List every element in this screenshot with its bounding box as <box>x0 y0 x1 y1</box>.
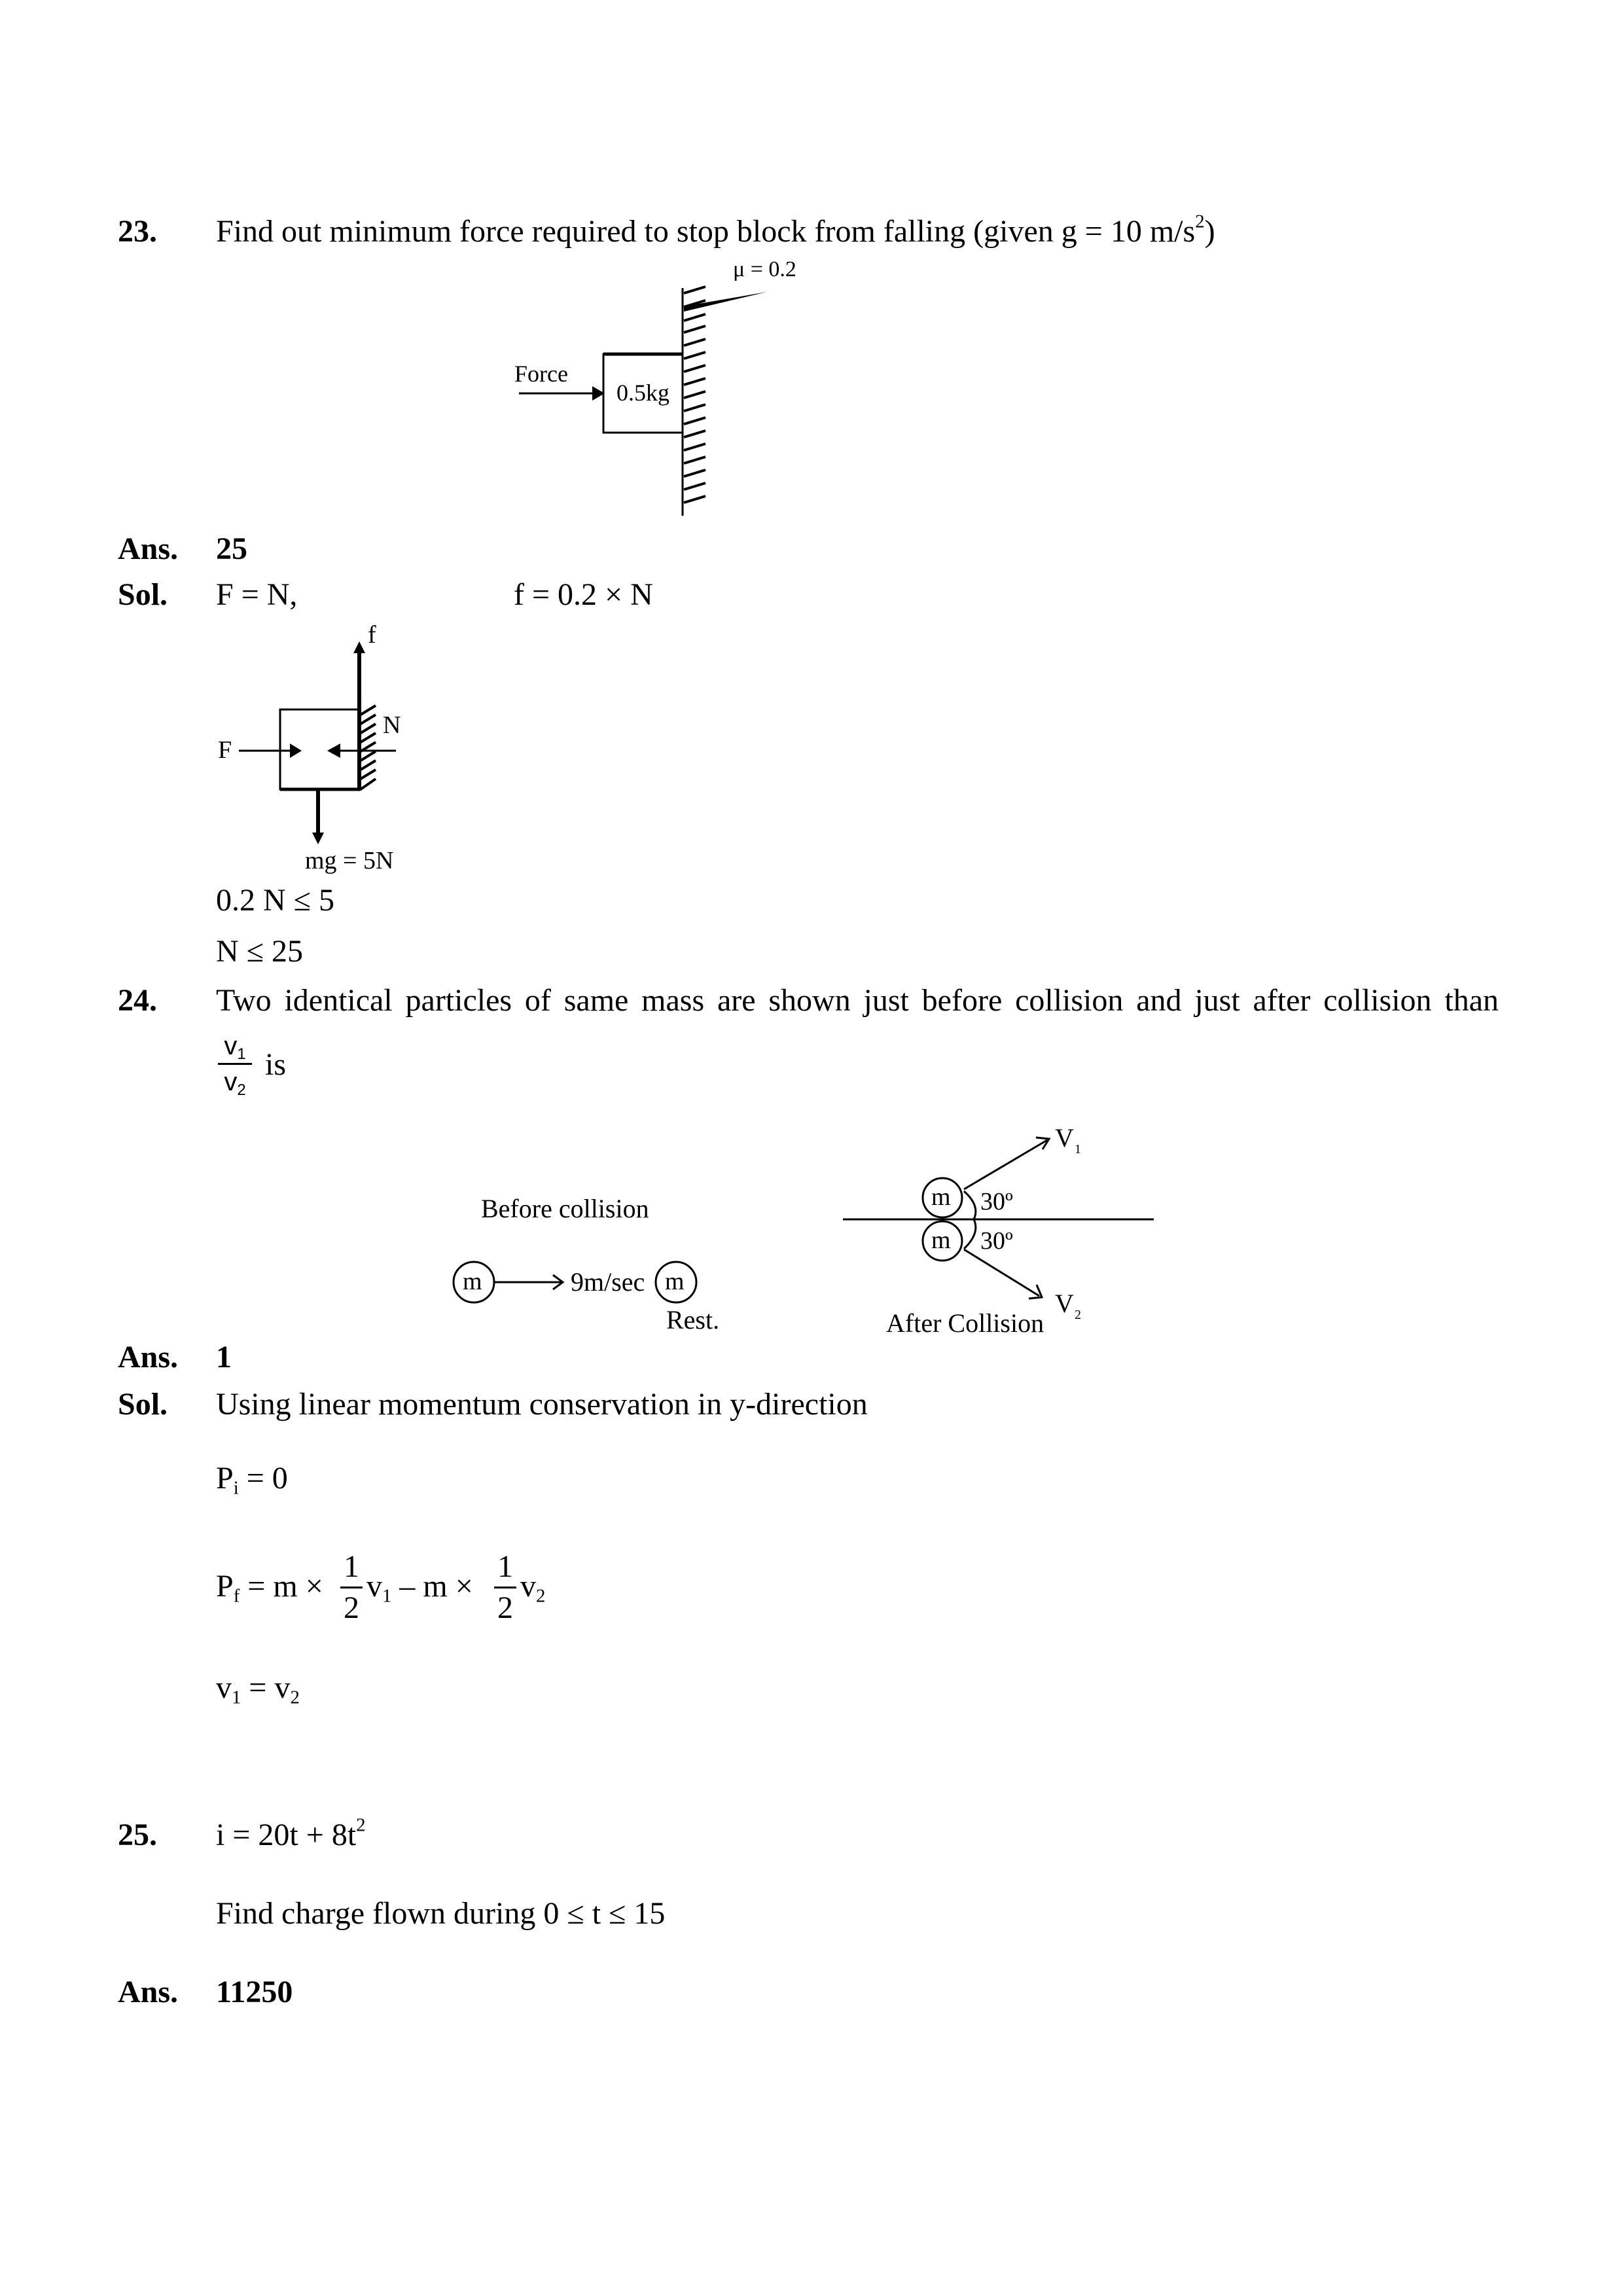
particle-mass: m <box>931 1227 951 1254</box>
answer-value: 11250 <box>216 1975 293 2009</box>
fraction-half: 1 2 <box>494 1551 516 1624</box>
v1-label: V <box>1055 1123 1074 1153</box>
final-momentum-end: $v_2$ <box>520 1569 546 1607</box>
particle-mass: m <box>931 1183 951 1211</box>
answer-label: Ans. <box>118 1975 179 2009</box>
question-text: Two identical particles of same mass are shown just before collision and just after collision than <box>216 983 1499 1018</box>
normal-force-arrowhead <box>327 744 340 758</box>
force-label: Force <box>514 361 568 387</box>
solution-label: Sol. <box>118 1387 168 1422</box>
particle-mass: m <box>665 1268 685 1295</box>
ratio-denominator: $v_2$ <box>224 1067 246 1100</box>
after-collision-title: After Collision <box>886 1308 1044 1338</box>
before-collision-diagram <box>425 1178 818 1374</box>
question-text: Find charge flown during 0 ≤ t ≤ 15 <box>216 1896 666 1931</box>
solution-line: f = 0.2 × N <box>514 577 653 612</box>
weight-label: mg = 5N <box>305 847 394 874</box>
angle-bottom-label: 30º <box>980 1227 1013 1255</box>
speed-label: 9m/sec <box>571 1267 645 1297</box>
friction-arrowhead <box>353 641 365 653</box>
angle-top-label: 30º <box>980 1188 1013 1215</box>
solution-line: F = N, <box>216 577 298 612</box>
block-wall-diagram <box>491 249 818 524</box>
velocity-ratio <box>218 1031 252 1100</box>
fraction-half: 1 2 <box>340 1551 363 1624</box>
answer-label: Ans. <box>118 1340 179 1374</box>
applied-force-arrowhead <box>290 744 302 758</box>
applied-force-label: F <box>218 736 232 764</box>
rest-label: Rest. <box>666 1305 720 1335</box>
friction-label: f <box>368 621 376 649</box>
answer-value: 25 <box>216 531 247 566</box>
v1-arrow <box>964 1140 1047 1189</box>
v2-subscript: 2 <box>1075 1308 1081 1322</box>
mu-label: μ = 0.2 <box>733 257 796 281</box>
solution-label: Sol. <box>118 577 168 612</box>
question-text <box>216 211 1215 249</box>
question-text-end: ) <box>1204 214 1215 249</box>
question-number: 23. <box>118 214 157 249</box>
question-text-main: Find out minimum force required to stop block from falling (given g = 10 m/s <box>216 214 1196 249</box>
answer-label: Ans. <box>118 531 179 566</box>
superscript: 2 <box>1195 211 1205 232</box>
ratio-numerator: $v_1$ <box>224 1031 246 1064</box>
after-collision-diagram <box>831 1100 1198 1361</box>
v1-subscript: 1 <box>1075 1142 1081 1157</box>
answer-value: 1 <box>216 1340 232 1374</box>
ratio-suffix: is <box>265 1047 287 1082</box>
final-momentum-lhs: $P_f = m$ × <box>216 1569 323 1607</box>
v2-arrow <box>964 1249 1039 1296</box>
normal-force-label: N <box>383 711 401 739</box>
v2-label: V <box>1055 1289 1074 1318</box>
particle-mass: m <box>463 1268 482 1295</box>
solution-step: N ≤ 25 <box>216 934 304 969</box>
solution-step: 0.2 N ≤ 5 <box>216 883 335 918</box>
current-equation: $i = 20t + 8t^2$ <box>216 1814 366 1852</box>
question-number: 25. <box>118 1818 157 1852</box>
velocity-result: $v_1 = v_2$ <box>216 1670 300 1708</box>
final-momentum-mid: $v_1$ – m × <box>366 1569 473 1607</box>
mass-label: 0.5kg <box>616 380 669 406</box>
initial-momentum: $P_i = 0$ <box>216 1461 288 1499</box>
before-collision-title: Before collision <box>481 1194 649 1223</box>
question-number: 24. <box>118 983 157 1018</box>
mu-pointer <box>684 292 767 312</box>
wall-hatching <box>361 706 376 789</box>
weight-arrowhead <box>312 833 324 844</box>
wall-hatching <box>684 287 705 503</box>
solution-text: Using linear momentum conservation in y-direction <box>216 1387 868 1422</box>
free-body-diagram <box>196 615 458 877</box>
